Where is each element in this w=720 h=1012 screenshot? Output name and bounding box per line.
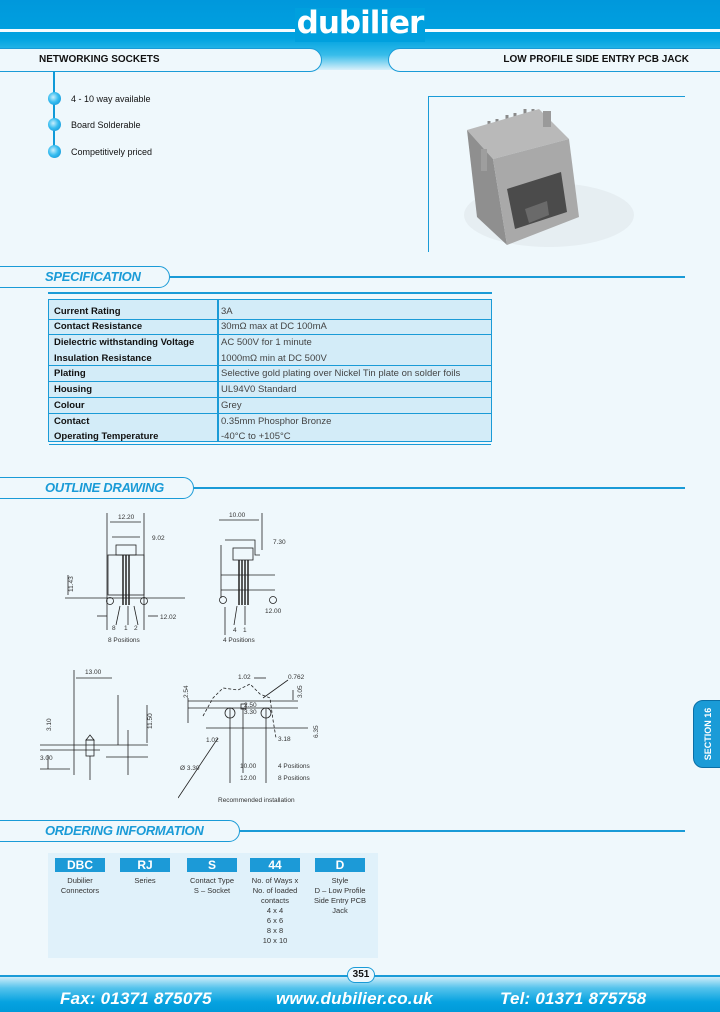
bullet-dot-icon [48, 118, 61, 131]
spec-label: Operating Temperature [54, 431, 159, 442]
table-row [49, 304, 491, 320]
svg-text:3.00: 3.00 [40, 755, 53, 762]
table-row [49, 319, 491, 335]
svg-text:3.10: 3.10 [46, 718, 53, 731]
ordering-information-heading: ORDERING INFORMATION [0, 820, 240, 842]
spec-label: Plating [54, 368, 86, 379]
svg-text:Ø 3.30: Ø 3.30 [180, 765, 200, 772]
product-title: LOW PROFILE SIDE ENTRY PCB JACK [388, 48, 720, 72]
svg-text:8: 8 [112, 625, 116, 632]
svg-text:12.00: 12.00 [265, 608, 282, 615]
section-rule [194, 487, 685, 489]
fax-number: Fax: 01371 875075 [60, 989, 212, 1008]
order-code-s: S [187, 858, 237, 872]
table-row [49, 366, 491, 382]
bullet-dot-icon [48, 92, 61, 105]
svg-text:9.02: 9.02 [152, 535, 165, 542]
feature-item: Board Solderable [71, 120, 141, 130]
spec-label: Contact Resistance [54, 321, 143, 332]
website-link[interactable]: www.dubilier.co.uk [276, 989, 433, 1008]
spec-label: Current Rating [54, 306, 121, 317]
order-code-rj: RJ [120, 858, 170, 872]
svg-text:13.00: 13.00 [85, 669, 102, 676]
svg-text:10.00: 10.00 [229, 512, 246, 519]
table-row [49, 335, 491, 351]
front-view-8-positions-drawing [60, 510, 190, 645]
table-row [49, 414, 491, 430]
spec-value: AC 500V for 1 minute [221, 337, 312, 348]
svg-text:11.43: 11.43 [68, 576, 75, 592]
svg-text:1.02: 1.02 [206, 737, 219, 744]
svg-text:4: 4 [233, 627, 237, 634]
svg-text:10.00: 10.00 [240, 763, 257, 770]
side-view-drawing [40, 665, 160, 780]
spec-value: Selective gold plating over Nickel Tin plate on solder foils [221, 368, 461, 379]
spec-value: Grey [221, 400, 242, 411]
section-rule [240, 830, 685, 832]
svg-text:3.18: 3.18 [278, 736, 291, 743]
table-row [49, 429, 491, 445]
svg-text:8 Positions: 8 Positions [278, 775, 310, 782]
order-code-d: D [315, 858, 365, 872]
section-16-tab[interactable] [693, 700, 720, 768]
spec-label: Dielectric withstanding Voltage [54, 337, 195, 348]
svg-text:3.30: 3.30 [244, 709, 257, 716]
section-rule [48, 292, 492, 294]
svg-text:2.50: 2.50 [244, 702, 257, 709]
spec-label: Contact [54, 416, 90, 427]
telephone-number: Tel: 01371 875758 [500, 989, 647, 1008]
svg-text:12.20: 12.20 [118, 514, 135, 521]
rj-jack-image [429, 97, 685, 252]
specification-heading: SPECIFICATION [0, 266, 170, 288]
order-desc-d: Style D – Low Profile Side Entry PCB Jack [313, 876, 367, 915]
svg-text:1: 1 [124, 625, 128, 632]
dubilier-logo: dubilier [296, 5, 424, 41]
front-view-4-positions-drawing [215, 510, 295, 645]
order-code-44: 44 [250, 858, 300, 872]
spec-value: 1000mΩ min at DC 500V [221, 353, 327, 364]
spec-value: UL94V0 Standard [221, 384, 297, 395]
category-title: NETWORKING SOCKETS [0, 48, 322, 72]
svg-text:4 Positions: 4 Positions [223, 637, 255, 644]
svg-text:2: 2 [134, 625, 138, 632]
spec-label: Housing [54, 384, 92, 395]
svg-text:12.00: 12.00 [240, 775, 257, 782]
bullet-connector-line [53, 72, 55, 152]
svg-text:6.35: 6.35 [313, 725, 320, 738]
page-number: 351 [347, 967, 375, 983]
order-desc-s: Contact Type S – Socket [189, 876, 235, 895]
order-code-dbc: DBC [55, 858, 105, 872]
svg-text:11.50: 11.50 [147, 713, 154, 729]
order-desc-44: No. of Ways x No. of loaded contacts 4 x 4 6 x 6 8 x 8 10 x 10 [251, 876, 299, 945]
spec-label: Insulation Resistance [54, 353, 152, 364]
spec-label: Colour [54, 400, 85, 411]
spec-value: 3A [221, 306, 233, 317]
svg-text:Recommended installation: Recommended installation [218, 797, 295, 804]
order-desc-dbc: Dubilier Connectors [60, 876, 100, 895]
svg-text:2.54: 2.54 [183, 685, 190, 698]
spec-value: 0.35mm Phosphor Bronze [221, 416, 332, 427]
section-tab-label: SECTION 16 [703, 707, 713, 761]
feature-item: 4 - 10 way available [71, 94, 151, 104]
table-row [49, 382, 491, 398]
order-desc-rj: Series [134, 876, 156, 885]
svg-text:12.02: 12.02 [160, 614, 177, 621]
svg-text:1: 1 [243, 627, 247, 634]
specification-table [48, 299, 492, 442]
spec-value: 30mΩ max at DC 100mA [221, 321, 327, 332]
svg-text:3.05: 3.05 [297, 685, 304, 698]
pcb-layout-drawing [178, 668, 333, 808]
feature-item: Competitively priced [71, 147, 153, 157]
bullet-dot-icon [48, 145, 61, 158]
row-divider [49, 444, 491, 445]
outline-drawing-heading: OUTLINE DRAWING [0, 477, 194, 499]
ordering-code-panel [48, 853, 378, 958]
svg-text:8 Positions: 8 Positions [108, 637, 140, 644]
svg-text:0.762: 0.762 [288, 674, 305, 681]
section-rule [170, 276, 685, 278]
product-photo-frame [428, 96, 685, 252]
spec-value: -40°C to +105°C [221, 431, 291, 442]
svg-text:1.02: 1.02 [238, 674, 251, 681]
svg-text:7.30: 7.30 [273, 539, 286, 546]
table-row [49, 398, 491, 414]
svg-text:4 Positions: 4 Positions [278, 763, 310, 770]
